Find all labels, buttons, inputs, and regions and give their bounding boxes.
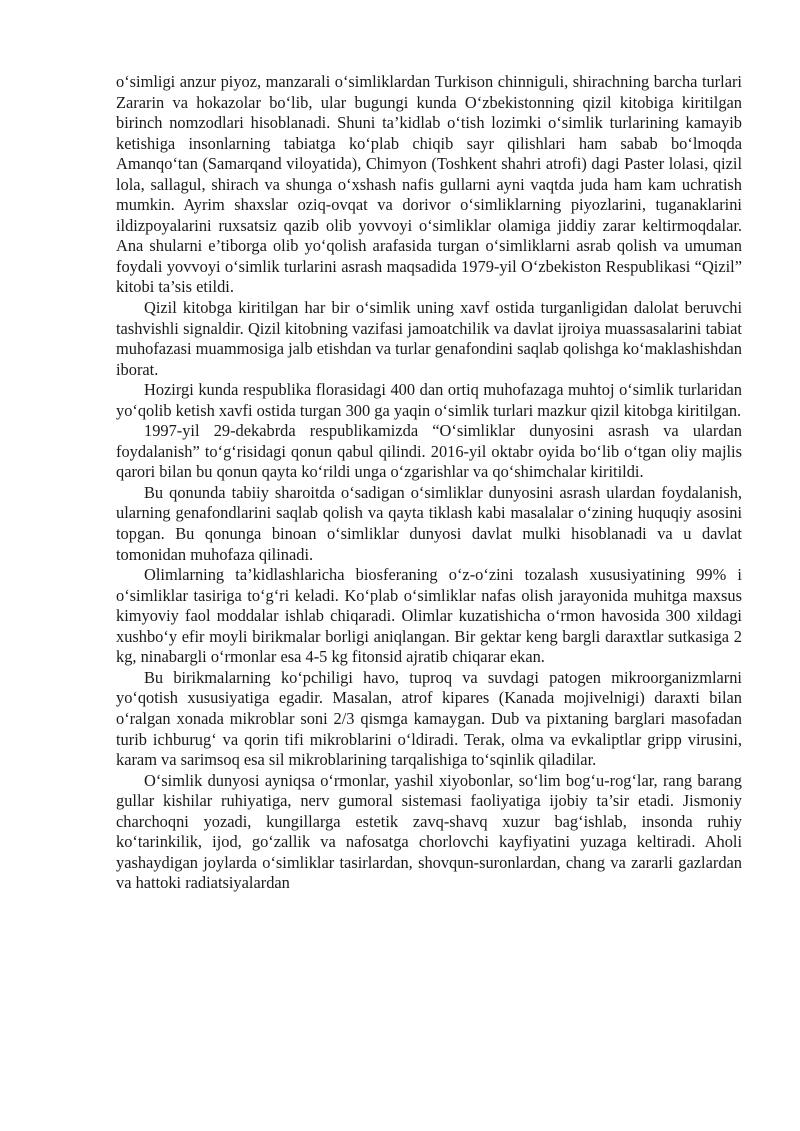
paragraph: Olimlarning ta’kidlashlaricha biosferaning o‘z-o‘zini tozalash xususiyatining 99% i o‘simliklar tasiriga to‘g‘ri keladi. Ko‘plab o‘simliklar nafas olish jarayonida muhitga maxsus kimyoviy faol moddalar ishlab chiqaradi. Olimlar kuzatishicha o‘rmon havosida 300 xildagi xushbo‘y efir moyli birikmalar borligi aniqlangan. Bir gektar keng bargli daraxtlar sutkasiga 2 kg, ninabargli o‘rmonlar esa 4-5 kg fitonsid ajratib chiqarar ekan. <box>116 565 742 667</box>
paragraph: O‘simlik dunyosi ayniqsa o‘rmonlar, yashil xiyobonlar, so‘lim bog‘u-rog‘lar, rang barang gullar kishilar ruhiyatiga, nerv gumoral sistemasi faoliyatiga ijobiy ta’sir etadi. Jismoniy charchoqni yozadi, kungillarga estetik zavq-shavq xuzur bag‘ishlab, insonda ruhiy ko‘tarinkilik, ijod, go‘zallik va nafosatga chorlovchi kayfiyatini yuzaga keltiradi. Aholi yashaydigan joylarda o‘simliklar tasirlardan, shovqun-suronlardan, chang va zararli gazlardan va hattoki radiatsiyalardan <box>116 770 742 893</box>
paragraph: 1997-yil 29-dekabrda respublikamizda “O‘simliklar dunyosini asrash va ulardan foydalanish” to‘g‘risidagi qonun qabul qilindi. 2016-yil oktabr oyida bo‘lib o‘tgan oliy majlis qarori bilan bu qonun qayta ko‘rildi unga o‘zgarishlar va qo‘shimchalar kiritildi. <box>116 421 742 482</box>
paragraph: o‘simligi anzur piyoz, manzarali o‘simliklardan Turkison chinniguli, shirachning barcha turlari Zararin va hokazolar bo‘lib, ular bugungi kunda O‘zbekistonning qizil kitobiga kiritilgan birinch nomzodlari hisoblanadi. Shuni ta’kidlab o‘tish lozimki o‘simlik turlarining kamayib ketishiga insonlarning tabiatga ko‘plab chiqib sayr qilishlari ham sabab bo‘lmoqda Amanqo‘tan (Samarqand viloyatida), Chimyon (Toshkent shahri atrofi) dagi Paster lolasi, qizil lola, sallagul, shirach va shunga o‘xshash nafis gullarni ayni vaqtda juda ham kam uchratish mumkin. Ayrim shaxslar oziq-ovqat va dorivor o‘simliklarning piyozlarini, tuganaklarini ildizpoyalarini ruxsatsiz qazib olib yovvoyi o‘simliklar olamiga jiddiy zarar keltirmoqdalar. Ana shularni e’tiborga olib yo‘qolish arafasida turgan o‘simliklarni asrab qolish va umuman foydali yovvoyi o‘simlik turlarini asrash maqsadida 1979-yil O‘zbekiston Respublikasi “Qizil” kitobi ta’sis etildi. <box>116 72 742 297</box>
paragraph: Qizil kitobga kiritilgan har bir o‘simlik uning xavf ostida turganligidan dalolat beruvchi tashvishli signaldir. Qizil kitobning vazifasi jamoatchilik va davlat ijroiya muassasalarini tabiat muhofazasi muammosiga jalb etishdan va turlar genafondini saqlab qolishga ko‘maklashishdan iborat. <box>116 298 742 379</box>
paragraph: Bu birikmalarning ko‘pchiligi havo, tuproq va suvdagi patogen mikroorganizmlarni yo‘qotish xususiyatiga egadir. Masalan, atrof kipares (Kanada mojivelnigi) daraxti bilan o‘ralgan xonada mikroblar soni 2/3 qismga kamaygan. Dub va pixtaning barglari masofadan turib ichburug‘ va qorin tifi mikroblarini o‘ldiradi. Terak, olma va evkaliptlar gripp virusini, karam va sarimsoq esa sil mikroblarining tarqalishiga to‘sqinlik qiladilar. <box>116 667 742 770</box>
document-page <box>116 72 742 894</box>
paragraph: Bu qonunda tabiiy sharoitda o‘sadigan o‘simliklar dunyosini asrash ulardan foydalanish, ularning genafondlarini saqlab qolish va qayta tiklash kabi masalalar o‘zining huquqiy asosini topgan. Bu qonunga binoan o‘simliklar dunyosi davlat mulki hisoblanadi va u davlat tomonidan muhofaza qilinadi. <box>116 482 742 564</box>
paragraph: Hozirgi kunda respublika florasidagi 400 dan ortiq muhofazaga muhtoj o‘simlik turlaridan yo‘qolib ketish xavfi ostida turgan 300 ga yaqin o‘simlik turlari mazkur qizil kitobga kiritilgan. <box>116 380 742 420</box>
